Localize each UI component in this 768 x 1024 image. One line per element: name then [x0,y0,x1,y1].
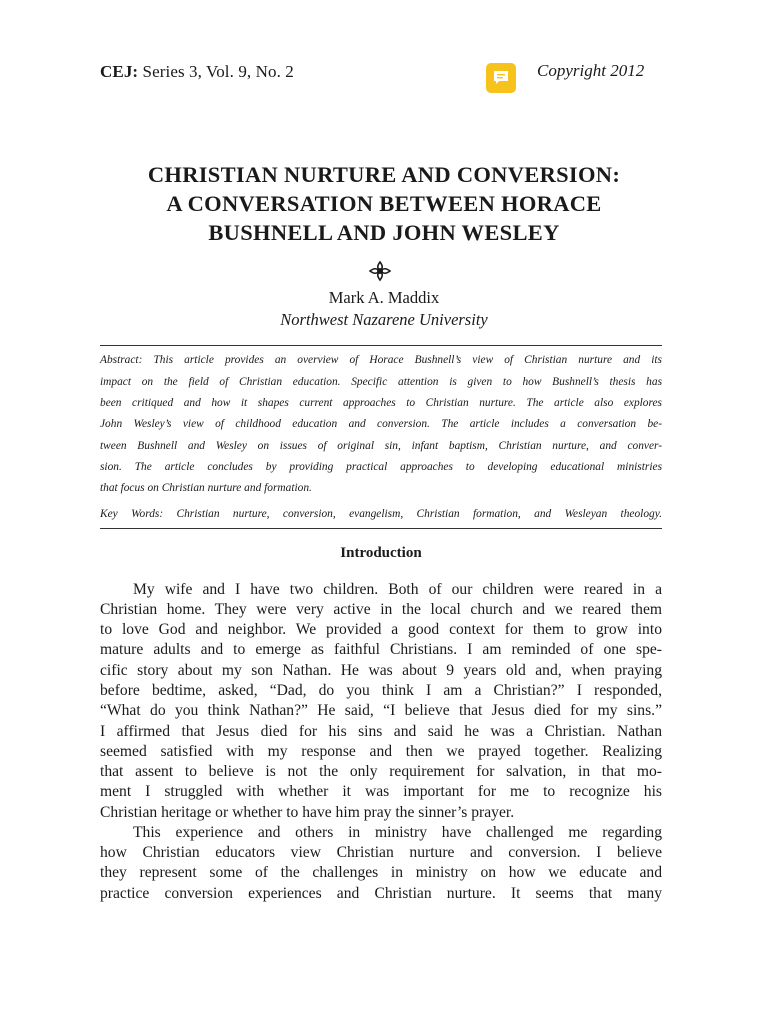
title-line: A CONVERSATION BETWEEN HORACE [166,191,602,216]
divider [100,345,662,346]
body-line: they represent some of the challenges in ministry on how we educate and [100,864,662,881]
body-line: “What do you think Nathan?” He said, “I believe that Jesus died for my sins.” [100,702,662,719]
body-line: My wife and I have two children. Both of our children were reared in a [133,581,662,598]
abstract-line: been critiqued and how it shapes current approaches to Christian nurture. The article also explores [100,397,662,409]
abstract-line: that focus on Christian nurture and formation. [100,482,312,494]
article-title [100,160,668,247]
journal-abbrev: CEJ: [100,62,139,81]
body-line: to love God and neighbor. We provided a good context for them to grow into [100,621,662,638]
ornament-icon [368,260,392,282]
body-line: Christian home. They were very active in the local church and we reared them [100,601,662,618]
journal-series: Series 3, Vol. 9, No. 2 [138,62,294,81]
divider [100,528,662,529]
body-line: ment I struggled with whether it was important for me to recognize his [100,783,662,800]
body-line: cific story about my son Nathan. He was about 9 years old and, when praying [100,662,662,679]
section-heading: Introduction [340,545,422,561]
copyright-notice: Copyright 2012 [537,61,645,80]
body-line: seemed satisfied with my response and then we prayed together. Realizing [100,743,662,760]
abstract-line: impact on the field of Christian education. Specific attention is given to how Bushnell’s thesis has [100,376,662,388]
abstract-line: Abstract: This article provides an overview of Horace Bushnell’s view of Christian nurture and its [100,354,662,366]
author-name: Mark A. Maddix [328,288,440,307]
abstract-line: sion. The article concludes by providing practical approaches to developing educational ministries [100,461,662,473]
title-line: CHRISTIAN NURTURE AND CONVERSION: [147,162,621,187]
body-line: practice conversion experiences and Christian nurture. It seems that many [100,885,662,902]
body-line: how Christian educators view Christian nurture and conversion. I believe [100,844,662,861]
body-line: mature adults and to emerge as faithful Christians. I am reminded of one spe- [100,641,662,658]
comment-button[interactable] [486,63,516,93]
body-line: before bedtime, asked, “Dad, do you think I am a Christian?” I responded, [100,682,662,699]
abstract-line: tween Bushnell and Wesley on issues of original sin, infant baptism, Christian nurture, and conver- [100,440,662,452]
author-affiliation: Northwest Nazarene University [280,310,488,329]
body-line: I affirmed that Jesus died for his sins and said he was a Christian. Nathan [100,723,662,740]
comment-icon [492,69,510,87]
keywords: Key Words: Christian nurture, conversion, evangelism, Christian formation, and Wesleyan theology. [100,508,662,520]
title-line: BUSHNELL AND JOHN WESLEY [208,220,560,245]
body-line: Christian heritage or whether to have him pray the sinner’s prayer. [100,804,515,821]
body-line: This experience and others in ministry have challenged me regarding [133,824,662,841]
body-line: that assent to believe is not the only requirement for salvation, in that mo- [100,763,662,780]
abstract-line: John Wesley’s view of childhood education and conversion. The article includes a conversation be- [100,418,662,430]
journal-header [100,62,294,82]
